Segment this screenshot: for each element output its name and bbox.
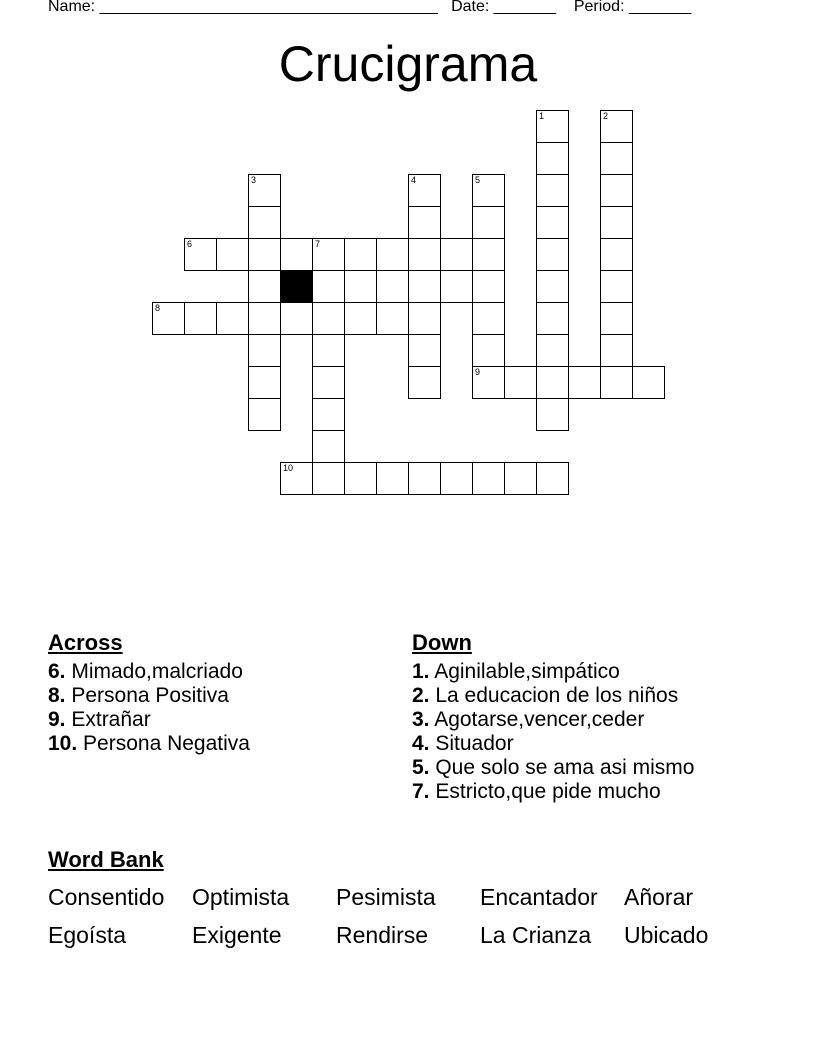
clue-number: 10. [48,732,78,755]
crossword-cell[interactable] [536,238,569,271]
clue-number: 7. [412,780,430,803]
crossword-cell[interactable] [408,174,441,207]
crossword-cell[interactable] [600,270,633,303]
across-clue [48,660,388,684]
word-bank-item: Rendirse [336,922,429,948]
clue-number: 4. [412,732,430,755]
crossword-cell[interactable] [472,462,505,495]
word-bank-heading: Word Bank [48,847,164,872]
clue-number: 1. [412,660,430,683]
crossword-cell[interactable] [536,142,569,175]
crossword-cell[interactable] [632,366,665,399]
clue-text: Aginilable,simpático [429,660,620,683]
crossword-cell[interactable] [408,334,441,367]
cell-number: 5 [475,175,481,185]
clue-text: Mimado,malcriado [65,660,243,683]
across-clue [48,708,388,732]
word-bank-item: La Crianza [480,922,592,948]
cell-number: 8 [155,303,161,313]
crossword-cell[interactable] [376,238,409,271]
crossword-cell[interactable] [344,238,377,271]
word-bank-item: Egoísta [48,922,126,948]
cell-number: 6 [187,239,193,249]
crossword-cell[interactable] [600,206,633,239]
crossword-cell[interactable] [312,270,345,303]
crossword-cell[interactable] [248,174,281,207]
crossword-cell[interactable] [472,366,505,399]
crossword-cell[interactable] [568,366,601,399]
cell-number: 1 [539,111,545,121]
crossword-cell[interactable] [376,302,409,335]
crossword-cell[interactable] [248,398,281,431]
crossword-cell[interactable] [600,302,633,335]
period-field[interactable]: Period: _______ [573,0,692,15]
crossword-cell[interactable] [440,462,473,495]
clue-text: Extrañar [65,708,151,731]
crossword-cell[interactable] [344,270,377,303]
crossword-cell[interactable] [312,302,345,335]
clue-text: Estricto,que pide mucho [429,780,661,803]
crossword-cell[interactable] [312,366,345,399]
crossword-cell[interactable] [600,366,633,399]
clue-text: Persona Positiva [65,684,229,707]
crossword-cell[interactable] [536,174,569,207]
crossword-cell[interactable] [536,206,569,239]
crossword-cell[interactable] [536,334,569,367]
crossword-cell[interactable] [600,110,633,143]
crossword-cell[interactable] [280,462,313,495]
crossword-cell[interactable] [216,238,249,271]
across-clue [48,732,388,756]
crossword-cell[interactable] [184,302,217,335]
down-clue [412,756,732,780]
clue-number: 9. [48,708,66,731]
crossword-cell[interactable] [344,302,377,335]
word-bank-item: Añorar [624,884,694,910]
crossword-cell[interactable] [344,462,377,495]
clue-text: La educacion de los niños [429,684,679,707]
word-bank-item: Ubicado [624,922,709,948]
word-bank-item: Encantador [480,884,598,910]
crossword-cell[interactable] [248,302,281,335]
down-clue [412,732,732,756]
crossword-cell[interactable] [440,270,473,303]
crossword-cell[interactable] [312,238,345,271]
clue-text: Situador [429,732,514,755]
crossword-cell[interactable] [536,110,569,143]
crossword-cell[interactable] [216,302,249,335]
word-bank-item: Exigente [192,922,282,948]
crossword-cell[interactable] [248,270,281,303]
clue-text: Agotarse,vencer,ceder [429,708,645,731]
crossword-cell[interactable] [504,366,537,399]
word-bank-item: Optimista [192,884,290,910]
date-field[interactable]: Date: _______ [451,0,557,15]
down-clue [412,780,732,804]
crossword-cell[interactable] [408,206,441,239]
clue-number: 8. [48,684,66,707]
crossword-cell[interactable] [376,462,409,495]
crossword-cell[interactable] [312,462,345,495]
crossword-cell[interactable] [408,302,441,335]
crossword-cell[interactable] [472,238,505,271]
word-bank-item: Pesimista [336,884,436,910]
crossword-cell[interactable] [472,334,505,367]
crossword-cell[interactable] [472,206,505,239]
cell-number: 7 [315,239,321,249]
across-clue [48,684,388,708]
crossword-cell[interactable] [536,270,569,303]
crossword-cell[interactable] [472,270,505,303]
word-bank-item: Consentido [48,884,165,910]
crossword-cell[interactable] [312,430,345,463]
down-clue [412,708,732,732]
clue-number: 2. [412,684,430,707]
crossword-cell[interactable] [536,302,569,335]
crossword-cell[interactable] [440,238,473,271]
cell-number: 4 [411,175,417,185]
crossword-cell[interactable] [408,366,441,399]
crossword-cell[interactable] [472,302,505,335]
crossword-cell[interactable] [248,206,281,239]
crossword-cell[interactable] [248,366,281,399]
across-clues [48,660,388,756]
crossword-cell[interactable] [248,238,281,271]
down-heading: Down [412,630,472,655]
crossword-cell[interactable] [472,174,505,207]
crossword-cell[interactable] [312,334,345,367]
clue-text: Que solo se ama asi mismo [429,756,695,779]
crossword-black-cell [280,270,313,303]
crossword-grid [0,0,816,520]
crossword-cell[interactable] [504,462,537,495]
down-clue [412,660,732,684]
crossword-cell[interactable] [184,238,217,271]
crossword-cell[interactable] [536,366,569,399]
crossword-cell[interactable] [600,334,633,367]
crossword-cell[interactable] [152,302,185,335]
crossword-cell[interactable] [248,334,281,367]
clue-number: 3. [412,708,430,731]
name-field[interactable]: Name: ______________________________________ [48,0,438,15]
crossword-cell[interactable] [408,238,441,271]
page-title: Crucigrama [278,36,538,92]
cell-number: 10 [283,463,294,473]
clue-number: 6. [48,660,66,683]
across-heading: Across [48,630,123,655]
clue-text: Persona Negativa [77,732,250,755]
crossword-cell[interactable] [280,238,313,271]
crossword-cell[interactable] [536,462,569,495]
crossword-cell[interactable] [312,398,345,431]
crossword-cell[interactable] [376,270,409,303]
down-clues [412,660,732,804]
crossword-cell[interactable] [600,174,633,207]
crossword-cell[interactable] [408,462,441,495]
crossword-cell[interactable] [536,398,569,431]
crossword-cell[interactable] [600,238,633,271]
cell-number: 2 [603,111,609,121]
cell-number: 3 [251,175,257,185]
clue-number: 5. [412,756,430,779]
crossword-cell[interactable] [280,302,313,335]
crossword-cell[interactable] [600,142,633,175]
cell-number: 9 [475,367,481,377]
down-clue [412,684,732,708]
crossword-cell[interactable] [408,270,441,303]
